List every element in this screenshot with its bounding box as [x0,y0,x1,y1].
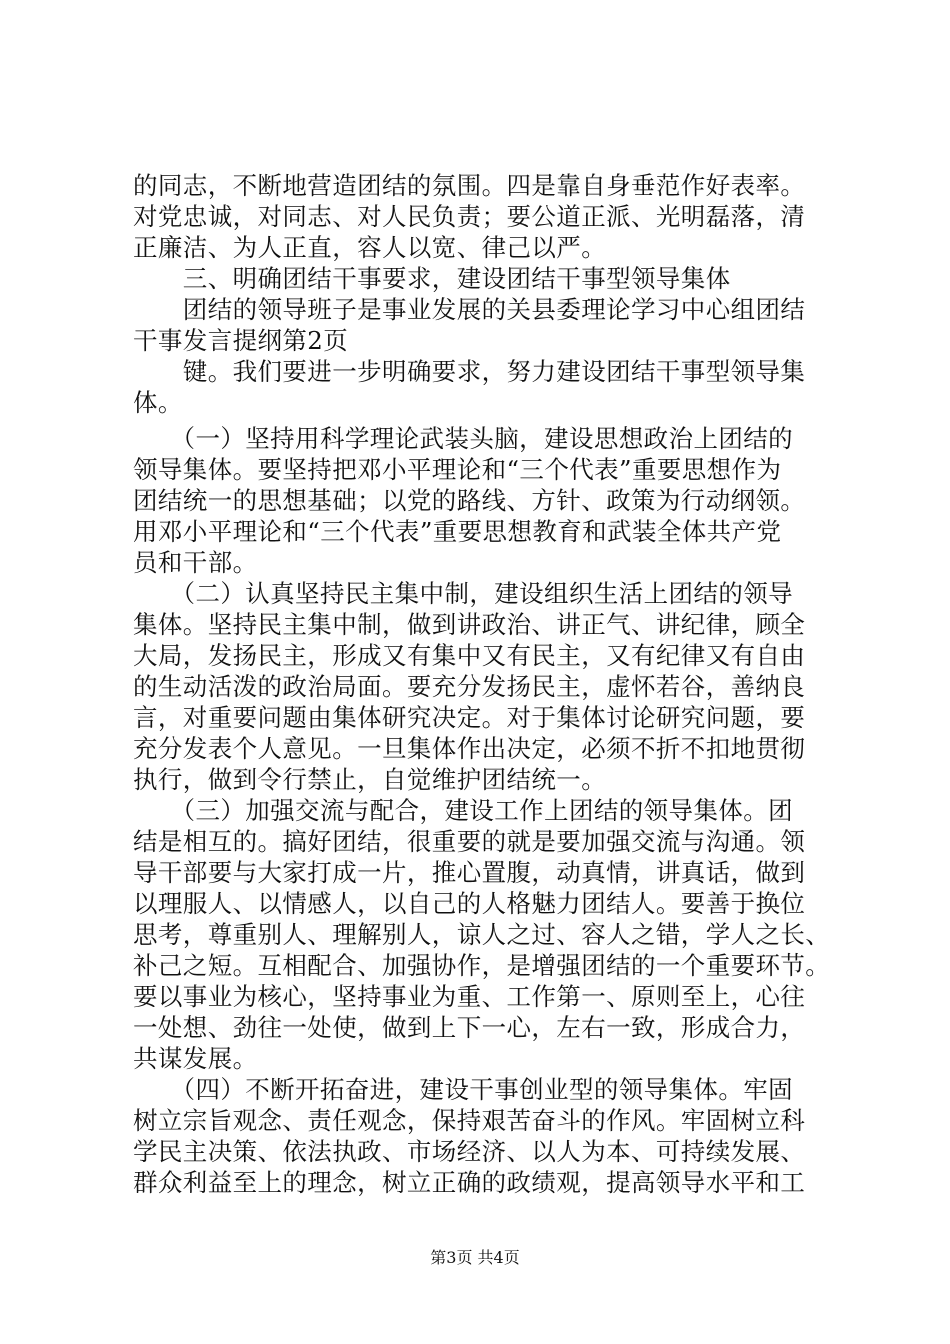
text-line: （四）不断开拓奋进，建设干事创业型的领导集体。牢固 [133,1075,794,1104]
text-line: （一）坚持用科学理论武装头脑，建设思想政治上团结的 [133,424,794,453]
text-line: 结是相互的。搞好团结，很重要的就是要加强交流与沟通。领 [133,827,806,856]
text-line: 用邓小平理论和“三个代表”重要思想教育和武装全体共产党 [133,517,782,546]
text-line: （三）加强交流与配合，建设工作上团结的领导集体。团 [133,796,794,825]
text-line: 补己之短。互相配合、加强协作，是增强团结的一个重要环节。 [133,951,831,980]
text-line: 学民主决策、依法执政、市场经济、以人为本、可持续发展、 [133,1137,806,1166]
text-line: （二）认真坚持民主集中制，建设组织生活上团结的领导 [133,579,794,608]
section-heading: 三、明确团结干事要求，建设团结干事型领导集体 [133,264,731,293]
text-line: 树立宗旨观念、责任观念，保持艰苦奋斗的作风。牢固树立科 [133,1106,806,1135]
text-line: 一处想、劲往一处使，做到上下一心，左右一致，形成合力， [133,1013,806,1042]
text-line: 共谋发展。 [133,1044,258,1073]
text-line: 员和干部。 [133,548,258,577]
text-line: 以理服人、以情感人，以自己的人格魅力团结人。要善于换位 [133,889,806,918]
text-line: 充分发表个人意见。一旦集体作出决定，必须不折不扣地贯彻 [133,734,806,763]
text-line: 的生动活泼的政治局面。要充分发扬民主，虚怀若谷，善纳良 [133,672,806,701]
text-line: 导干部要与大家打成一片，推心置腹，动真情，讲真话，做到 [133,858,806,887]
page-footer: 第3页 共4页 [430,1248,520,1267]
text-line: 执行，做到令行禁止，自觉维护团结统一。 [133,765,607,794]
text-line: 键。我们要进一步明确要求，努力建设团结干事型领导集 [133,357,806,386]
text-line: 大局，发扬民主，形成又有集中又有民主，又有纪律又有自由 [133,641,806,670]
text-line: 领导集体。要坚持把邓小平理论和“三个代表”重要思想作为 [133,455,782,484]
text-line: 体。 [133,388,183,417]
text-line: 干事发言提纲第2页 [133,326,349,355]
text-line: 团结统一的思想基础；以党的路线、方针、政策为行动纲领。 [133,486,806,515]
text-line: 团结的领导班子是事业发展的关县委理论学习中心组团结 [133,295,806,324]
text-line: 言，对重要问题由集体研究决定。对于集体讨论研究问题，要 [133,703,806,732]
text-line: 要以事业为核心，坚持事业为重、工作第一、原则至上，心往 [133,982,806,1011]
document-body [133,170,833,1198]
text-line: 的同志，不断地营造团结的氛围。四是靠自身垂范作好表率。 [133,171,806,200]
text-line: 群众利益至上的理念，树立正确的政绩观，提高领导水平和工 [133,1168,806,1197]
text-line: 集体。坚持民主集中制，做到讲政治、讲正气、讲纪律，顾全 [133,610,806,639]
text-line: 对党忠诚，对同志、对人民负责；要公道正派、光明磊落，清 [133,202,806,231]
text-line: 正廉洁、为人正直，容人以宽、律己以严。 [133,233,607,262]
text-line: 思考，尊重别人、理解别人，谅人之过、容人之错，学人之长、 [133,920,831,949]
